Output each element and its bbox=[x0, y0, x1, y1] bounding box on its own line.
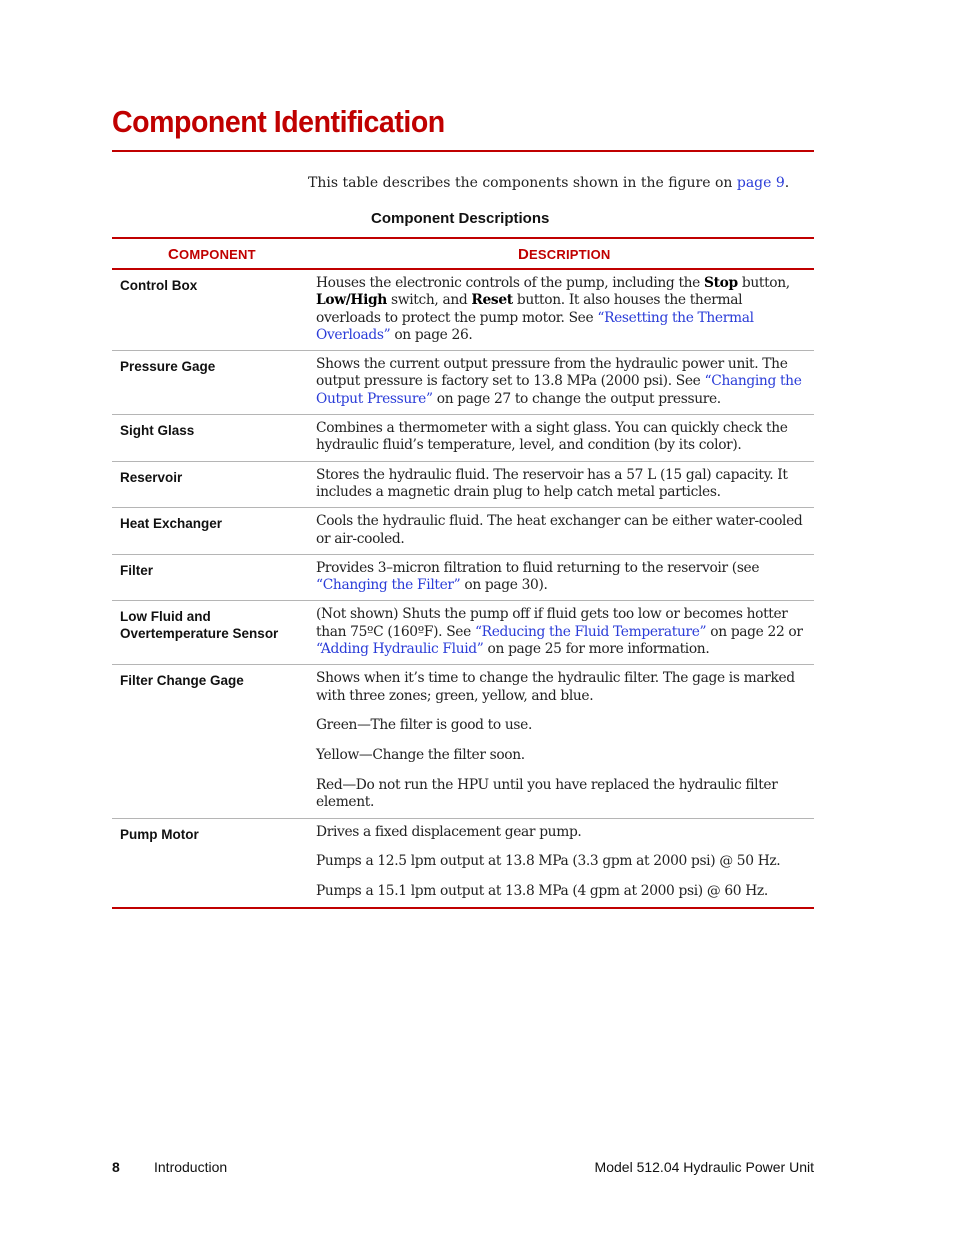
table-row bbox=[112, 819, 814, 909]
header-component: COMPONENT bbox=[168, 246, 256, 263]
component-name: Pressure Gage bbox=[120, 359, 216, 375]
component-name: Pump Motor bbox=[120, 826, 199, 842]
table-row bbox=[112, 351, 814, 415]
table-row bbox=[112, 555, 814, 602]
table-row bbox=[112, 665, 814, 818]
page-number: 8 bbox=[112, 1159, 120, 1175]
xref-link[interactable]: “Reducing the Fluid Temperature” bbox=[474, 623, 707, 640]
component-description: Stores the hydraulic fluid. The reservoir has a 57 L (15 gal) capacity. It includes a magnetic drain plug to help catch metal particles. bbox=[316, 466, 788, 500]
component-table bbox=[112, 237, 814, 909]
component-description: Shows the current output pressure from the hydraulic power unit. The output pressure is factory set to 13.8 MPa (2000 psi). See “Changing the Output Pressure” on page 27 to change the output pressure. bbox=[316, 356, 802, 407]
xref-link[interactable]: “Resetting the Thermal Overloads” bbox=[316, 309, 754, 343]
component-description: Shows when it’s time to change the hydraulic filter. The gage is marked with three zones; green, yellow, and blue. Green—The filter is good to use. Yellow—Change the filter soon. Red—Do not run the HPU until you have replaced the hydraulic filter element. bbox=[316, 670, 795, 811]
intro-body: This table describes the components shown in the figure on bbox=[308, 175, 737, 191]
footer-section: Introduction bbox=[154, 1159, 228, 1175]
intro-end: . bbox=[784, 175, 790, 191]
component-name: Heat Exchanger bbox=[120, 516, 223, 532]
component-description: Houses the electronic controls of the pump, including the Stop button, Low/High switch, and Reset button. It also houses the thermal overloads to protect the pump motor. See “Resetting the Thermal Overloads” on page 26. bbox=[316, 275, 790, 343]
xref-link[interactable]: “Adding Hydraulic Fluid” bbox=[316, 641, 484, 658]
xref-link[interactable]: “Changing the Output Pressure” bbox=[316, 373, 802, 407]
intro-text bbox=[308, 175, 789, 191]
component-description: Cools the hydraulic fluid. The heat exchanger can be either water-cooled or air-cooled. bbox=[316, 513, 803, 547]
component-name: Filter bbox=[120, 562, 154, 578]
table-row bbox=[112, 270, 814, 351]
intro-page-link[interactable]: page 9 bbox=[736, 175, 785, 191]
table-caption: Component Descriptions bbox=[371, 210, 550, 227]
component-description: Drives a fixed displacement gear pump. Pumps a 12.5 lpm output at 13.8 MPa (3.3 gpm at 2000 psi) @ 50 Hz. Pumps a 15.1 lpm output at 13.8 MPa (4 gpm at 2000 psi) @ 60 Hz. bbox=[316, 823, 781, 900]
component-description: (Not shown) Shuts the pump off if fluid gets too low or becomes hotter than 75ºC (160ºF). See “Reducing the Fluid Temperature” on page 22 or “Adding Hydraulic Fluid” on page 25 for more information. bbox=[316, 606, 803, 658]
title-rule bbox=[112, 150, 814, 152]
table-row bbox=[112, 415, 814, 462]
table-header bbox=[112, 237, 814, 270]
component-name: Control Box bbox=[120, 278, 198, 293]
footer-model: Model 512.04 Hydraulic Power Unit bbox=[594, 1159, 814, 1175]
page-title: Component Identification bbox=[112, 104, 445, 139]
table-row bbox=[112, 508, 814, 555]
component-name: Reservoir bbox=[120, 469, 183, 485]
component-name: Low Fluid and Overtemperature Sensor bbox=[120, 609, 279, 642]
component-name: Filter Change Gage bbox=[120, 673, 244, 689]
xref-link[interactable]: “Changing the Filter” bbox=[316, 577, 461, 594]
table-row bbox=[112, 601, 814, 665]
component-description: Provides 3–micron filtration to fluid returning to the reservoir (see “Changing the Filter” on page 30). bbox=[316, 559, 760, 594]
table-row bbox=[112, 462, 814, 509]
component-name: Sight Glass bbox=[120, 423, 195, 439]
component-description: Combines a thermometer with a sight glass. You can quickly check the hydraulic fluid’s temperature, level, and condition (by its color). bbox=[316, 420, 788, 454]
header-description: DESCRIPTION bbox=[518, 246, 611, 263]
